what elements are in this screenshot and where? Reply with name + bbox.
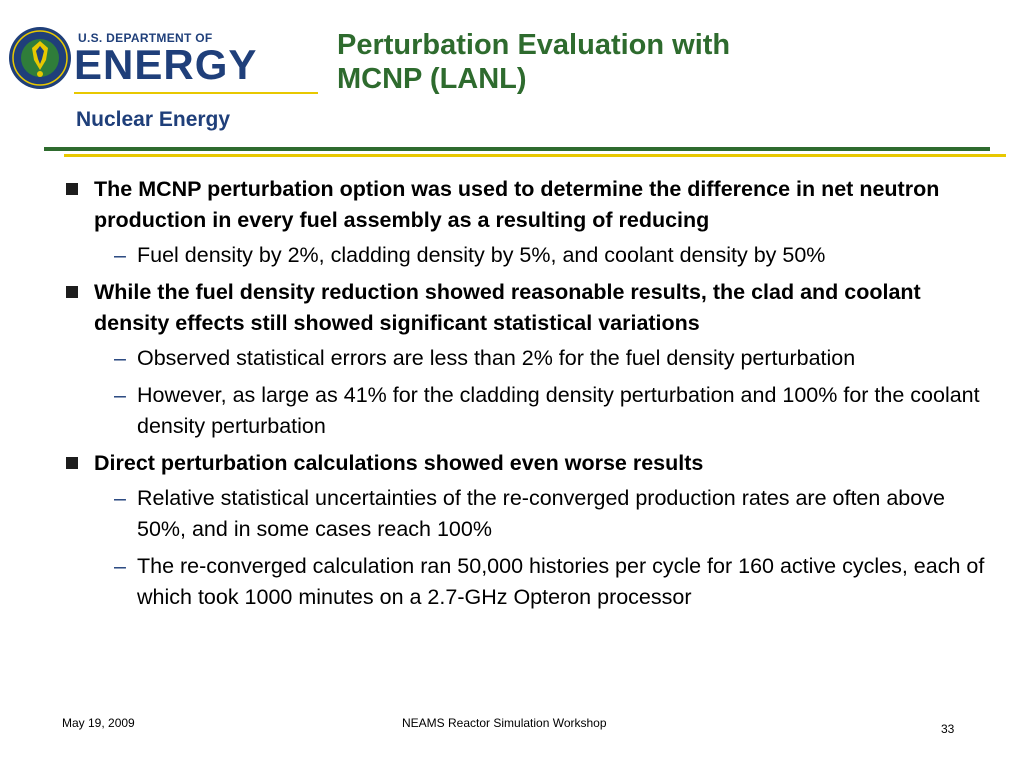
bullet-3 — [64, 448, 994, 479]
bullet-2-text: While the fuel density reduction showed reasonable results, the clad and coolant density effects still showed significant statistical variations — [94, 280, 921, 335]
footer-event: NEAMS Reactor Simulation Workshop — [402, 716, 607, 730]
bullet-1 — [64, 174, 994, 236]
sub-bullet-3-2 — [64, 551, 994, 613]
bullet-1-text: The MCNP perturbation option was used to determine the difference in net neutron production in every fuel assembly as a resulting of reducing — [94, 177, 940, 232]
sub-bullet-3-1-text: Relative statistical uncertainties of the re-converged production rates are often above 50%, and in some cases reach 100% — [137, 486, 945, 541]
square-bullet-icon — [66, 286, 78, 298]
sub-bullet-2-2-text: However, as large as 41% for the cladding density perturbation and 100% for the coolant density perturbation — [137, 383, 980, 438]
dash-bullet-icon: – — [114, 346, 126, 370]
sub-bullet-1-1-text: Fuel density by 2%, cladding density by 5%, and coolant density by 50% — [137, 243, 826, 267]
footer-date: May 19, 2009 — [62, 716, 135, 730]
logo-org-text: U.S. DEPARTMENT OF — [78, 31, 213, 45]
square-bullet-icon — [66, 457, 78, 469]
dash-bullet-icon: – — [114, 383, 126, 407]
slide-title-line-2: MCNP (LANL) — [337, 63, 527, 95]
dash-bullet-icon: – — [114, 243, 126, 267]
square-bullet-icon — [66, 183, 78, 195]
dash-bullet-icon: – — [114, 554, 126, 578]
slide-title — [337, 28, 730, 96]
logo-subtitle: Nuclear Energy — [76, 108, 231, 131]
header-rule-green — [44, 147, 990, 151]
bullet-2 — [64, 277, 994, 339]
sub-bullet-1-1 — [64, 240, 994, 271]
doe-seal-icon — [8, 26, 72, 90]
logo-divider — [74, 92, 318, 94]
sub-bullet-3-2-text: The re-converged calculation ran 50,000 histories per cycle for 160 active cycles, each of which took 1000 minutes on a 2.7-GHz Opteron processor — [137, 554, 985, 609]
dash-bullet-icon: – — [114, 486, 126, 510]
sub-bullet-3-1 — [64, 483, 994, 545]
header-rule-yellow — [64, 154, 1006, 157]
bullet-3-text: Direct perturbation calculations showed even worse results — [94, 451, 704, 475]
sub-bullet-2-1 — [64, 343, 994, 374]
logo-wordmark: ENERGY — [74, 41, 258, 88]
page-number: 33 — [941, 722, 955, 736]
sub-bullet-2-1-text: Observed statistical errors are less than 2% for the fuel density perturbation — [137, 346, 856, 370]
slide-title-line-1: Perturbation Evaluation with — [337, 29, 731, 61]
slide-body — [64, 174, 994, 619]
sub-bullet-2-2 — [64, 380, 994, 442]
